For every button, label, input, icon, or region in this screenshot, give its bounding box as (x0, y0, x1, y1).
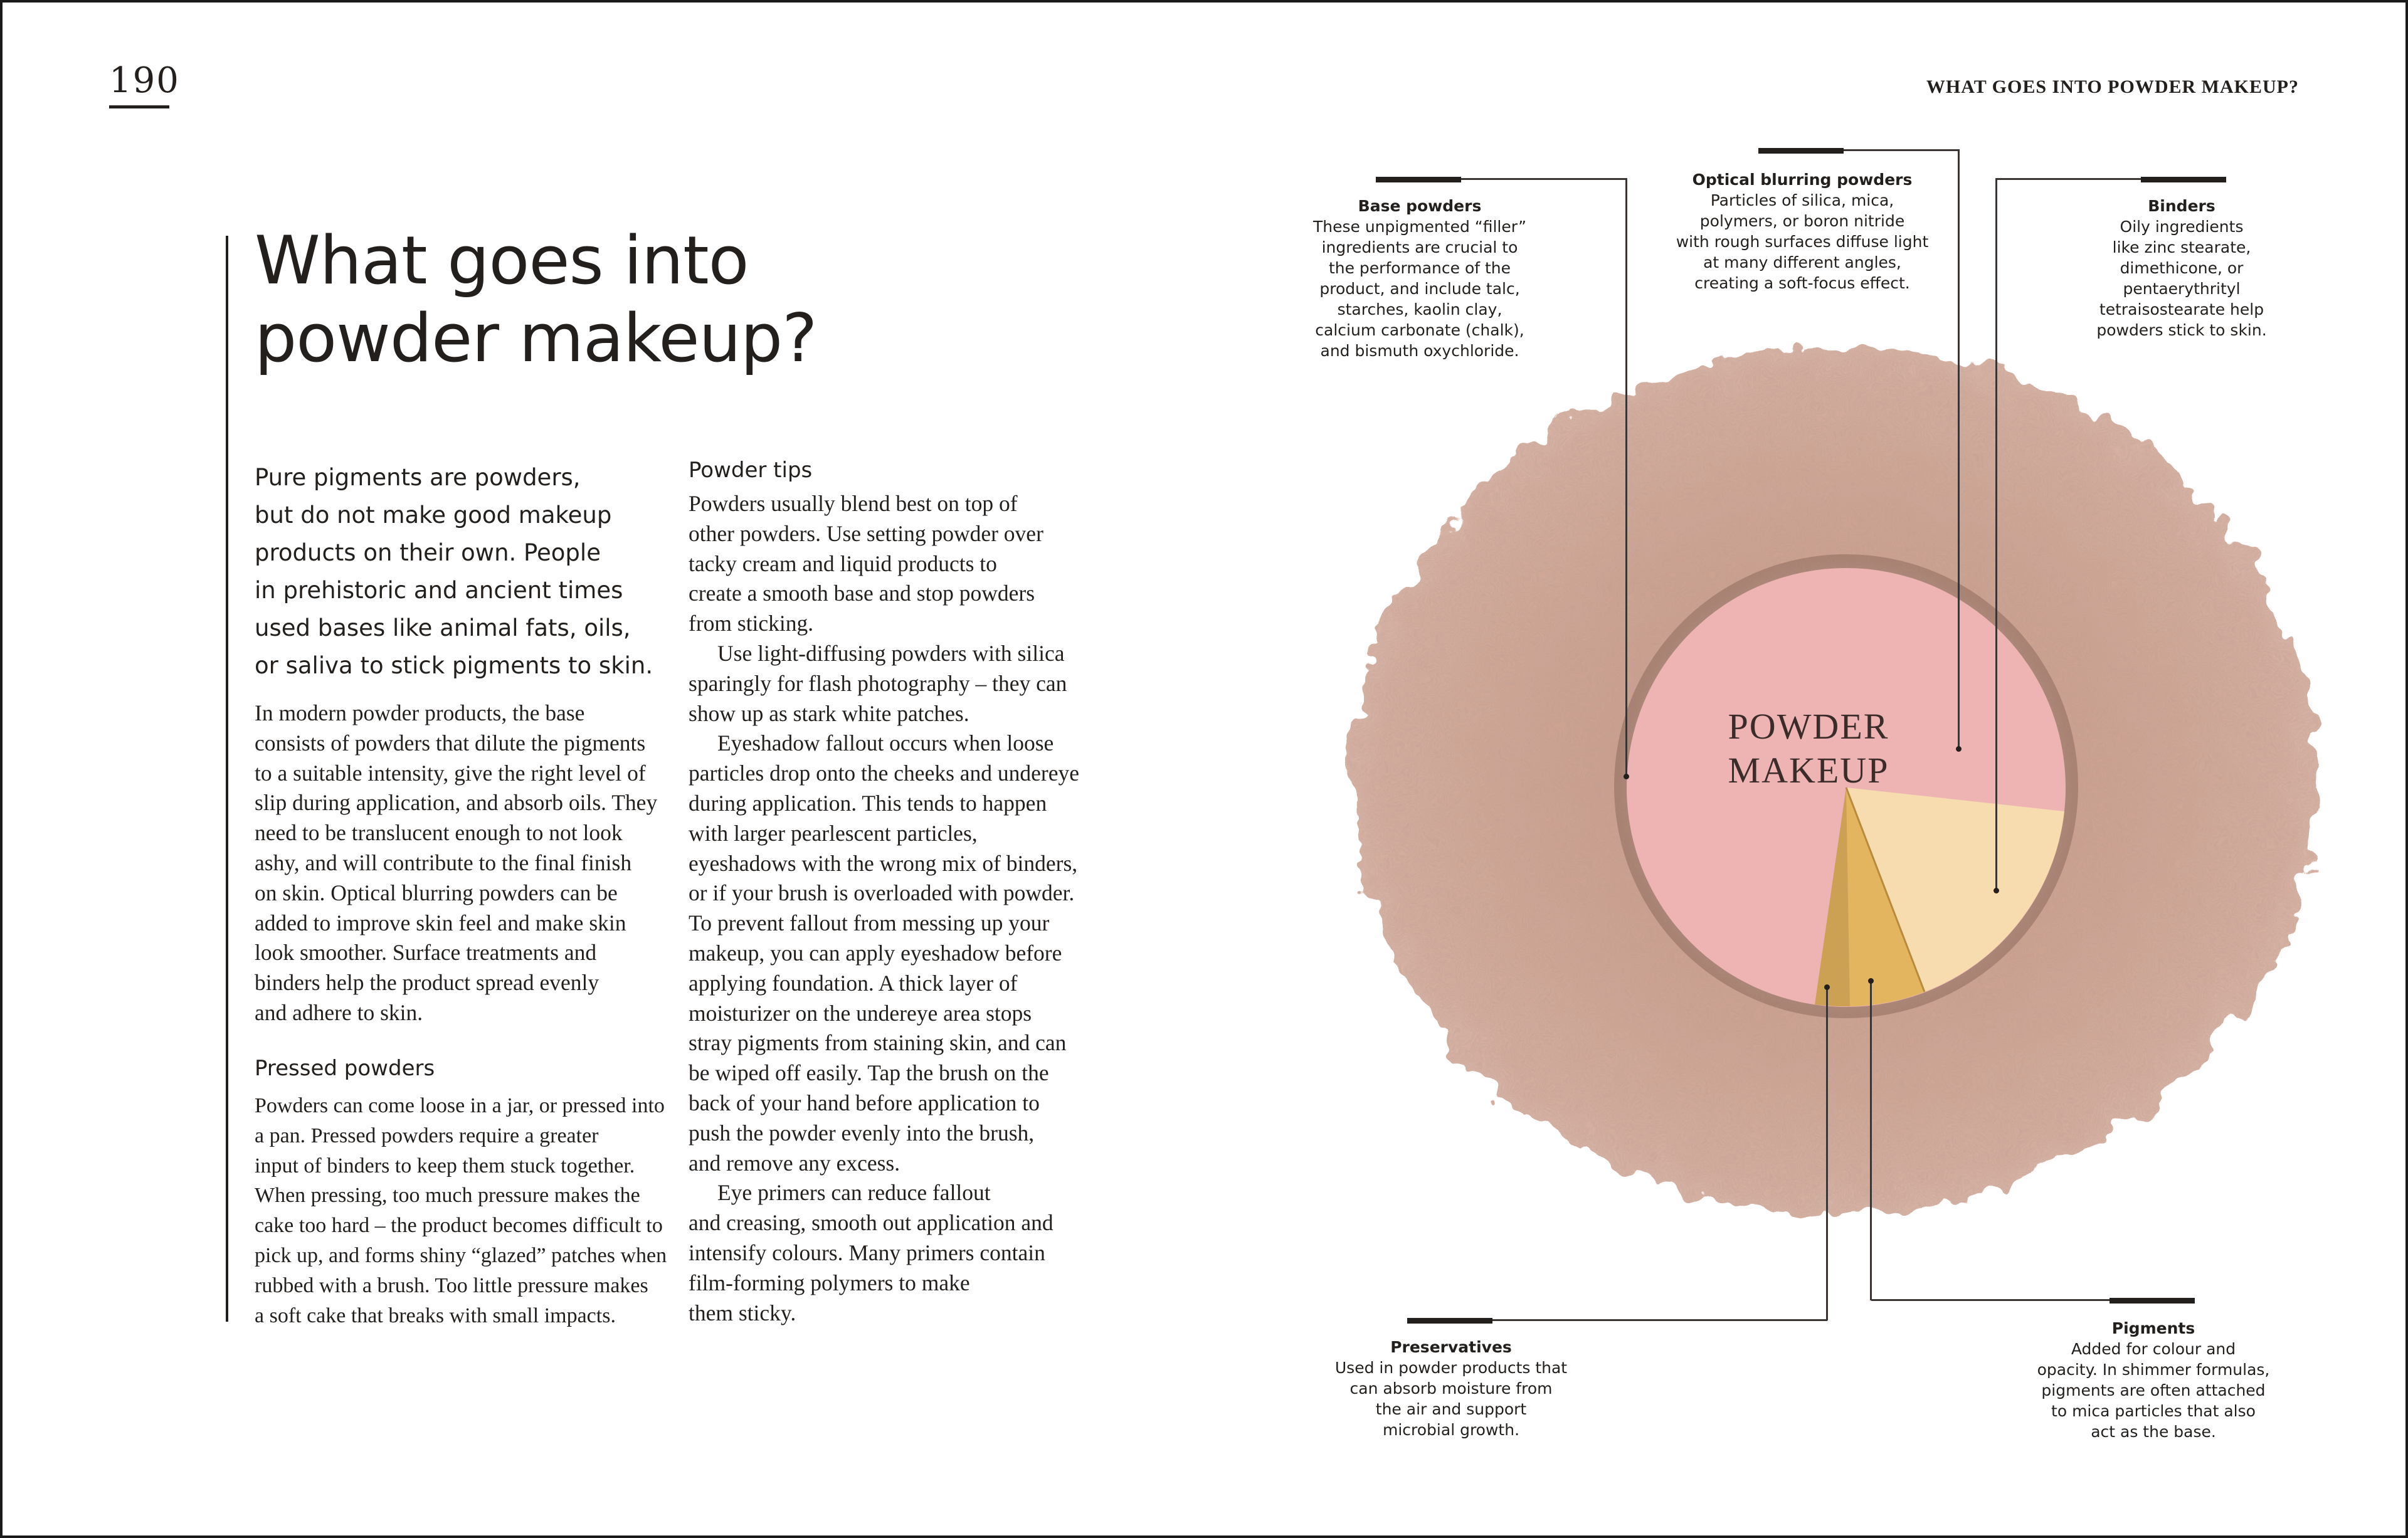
callout-line: pigments are often attached (2041, 1381, 2266, 1399)
callout-line: polymers, or boron nitride (1699, 212, 1905, 230)
body-line: on skin. Optical blurring powders can be (255, 880, 618, 905)
callout-base-powders (1294, 196, 1545, 361)
callout-line: the performance of the (1328, 259, 1511, 277)
intro-line: but do not make good makeup (255, 502, 612, 529)
body-line: look smoother. Surface treatments and (255, 940, 597, 966)
body-line: be wiped off easily. Tap the brush on the (689, 1060, 1049, 1086)
powder-illustration-svg (1332, 278, 2348, 1369)
body-line: ashy, and will contribute to the final finish (255, 850, 632, 875)
body-paragraph-base (255, 698, 681, 1028)
callout-optical-blurring (1658, 169, 1946, 293)
body-line: cake too hard – the product becomes difficult to (255, 1214, 663, 1238)
intro-line: products on their own. People (255, 539, 601, 566)
callout-line: Oily ingredients (2120, 218, 2244, 236)
body-line: film-forming polymers to make (689, 1270, 970, 1295)
diagram-center-label (1671, 705, 1946, 793)
callout-line: the air and support (1375, 1400, 1527, 1418)
body-line: moisturizer on the undereye area stops (689, 1000, 1032, 1026)
callout-line: and bismuth oxychloride. (1320, 342, 1519, 360)
body-line: Powders can come loose in a jar, or pressed into (255, 1094, 665, 1117)
body-line: a pan. Pressed powders require a greater (255, 1124, 599, 1147)
powder-illustration (1332, 278, 2348, 1369)
body-line: and remove any excess. (689, 1150, 900, 1176)
body-line: Eye primers can reduce fallout (717, 1180, 991, 1206)
leader-base-v (1625, 178, 1627, 776)
callout-line: at many different angles, (1703, 253, 1901, 271)
leader-binders-v (1995, 178, 1997, 890)
body-line: makeup, you can apply eyeshadow before (689, 940, 1062, 966)
body-line: sparingly for flash photography – they can (689, 670, 1067, 696)
callout-title: Binders (2148, 197, 2215, 215)
callout-line: Added for colour and (2071, 1340, 2236, 1358)
title-line-1: What goes into (255, 222, 749, 299)
body-line: show up as stark white patches. (689, 700, 969, 726)
callout-line: These unpigmented “filler” (1312, 218, 1527, 236)
callout-line: pentaerythrityl (2123, 280, 2241, 298)
intro-line: used bases like animal fats, oils, (255, 614, 631, 641)
leader-binders-h (1997, 178, 2141, 180)
body-line: tacky cream and liquid products to (689, 550, 997, 576)
body-line: push the powder evenly into the brush, (689, 1120, 1035, 1146)
body-line: them sticky. (689, 1300, 796, 1325)
body-line: In modern powder products, the base (255, 700, 585, 725)
body-line: Use light-diffusing powders with silica (717, 640, 1065, 666)
body-line: Powders usually blend best on top of (689, 491, 1018, 516)
body-line: binders help the product spread evenly (255, 970, 599, 996)
callout-line: microbial growth. (1382, 1421, 1520, 1439)
body-line: a soft cake that breaks with small impacts. (255, 1304, 616, 1327)
callout-line: act as the base. (2091, 1423, 2216, 1441)
center-label-line-2: MAKEUP (1728, 750, 1889, 791)
body-line: need to be translucent enough to not look (255, 820, 623, 846)
body-line: create a smooth base and stop powders (689, 581, 1035, 606)
body-line: from sticking. (689, 611, 814, 636)
intro-line: in prehistoric and ancient times (255, 577, 623, 604)
leader-preservatives-h (1492, 1319, 1827, 1321)
body-line: rubbed with a brush. Too little pressure makes (255, 1273, 648, 1297)
running-head: WHAT GOES INTO POWDER MAKEUP? (1926, 76, 2299, 97)
body-line: consists of powders that dilute the pigments (255, 730, 646, 756)
callout-line: calcium carbonate (chalk), (1315, 321, 1524, 339)
callout-title: Pigments (2111, 1319, 2195, 1337)
body-line: input of binders to keep them stuck together. (255, 1154, 635, 1177)
leader-dot-binders (1993, 888, 1999, 893)
body-line: eyeshadows with the wrong mix of binders, (689, 850, 1078, 876)
body-line: When pressing, too much pressure makes the (255, 1184, 640, 1208)
intro-line: Pure pigments are powders, (255, 464, 581, 491)
callout-title: Preservatives (1390, 1338, 1512, 1356)
callout-line: Particles of silica, mica, (1710, 191, 1894, 209)
callout-line: like zinc stearate, (2112, 238, 2251, 256)
callout-line: can absorb moisture from (1349, 1379, 1553, 1398)
leader-dot-optical (1956, 746, 1962, 752)
callout-line: powders stick to skin. (2096, 321, 2267, 339)
subheading-pressed-powders: Pressed powders (255, 1056, 435, 1081)
callout-title: Optical blurring powders (1692, 171, 1913, 189)
callout-line: creating a soft-focus effect. (1694, 274, 1910, 292)
callout-bar-optical (1758, 148, 1844, 154)
leader-pigments-h (1871, 1299, 2110, 1301)
center-label-line-1: POWDER (1728, 706, 1889, 747)
body-line: other powders. Use setting powder over (689, 520, 1043, 546)
body-line: and adhere to skin. (255, 999, 423, 1025)
title-line-2: powder makeup? (255, 300, 817, 377)
callout-bar-pigments (2110, 1298, 2195, 1304)
callout-line: Used in powder products that (1334, 1359, 1568, 1377)
body-line: particles drop onto the cheeks and undereye (689, 761, 1079, 786)
callout-line: with rough surfaces diffuse light (1676, 233, 1929, 251)
leader-dot-base (1624, 774, 1629, 779)
leader-base-h (1461, 178, 1627, 180)
intro-paragraph (255, 459, 656, 685)
leader-preservatives-v (1826, 986, 1828, 1320)
page-number: 190 (109, 60, 180, 101)
callout-line: opacity. In shimmer formulas, (2037, 1361, 2270, 1379)
callout-line: starches, kaolin clay, (1337, 300, 1502, 319)
leader-optical-h (1844, 149, 1959, 151)
page-title (255, 222, 882, 377)
body-line: added to improve skin feel and make skin (255, 910, 626, 935)
body-line: and creasing, smooth out application and (689, 1210, 1054, 1236)
title-vertical-rule (226, 236, 228, 1322)
body-line: slip during application, and absorb oils. They (255, 790, 658, 816)
body-line: Eyeshadow fallout occurs when loose (717, 730, 1054, 756)
body-paragraph-pressed (255, 1091, 681, 1330)
callout-preservatives (1313, 1337, 1589, 1440)
body-line: back of your hand before application to (689, 1090, 1040, 1115)
body-line: stray pigments from staining skin, and can (689, 1030, 1067, 1056)
subheading-powder-tips: Powder tips (689, 458, 813, 483)
leader-pigments-v (1870, 981, 1872, 1300)
body-line: during application. This tends to happen (689, 790, 1047, 816)
leader-dot-preservatives (1824, 984, 1830, 990)
callout-bar-preservatives (1407, 1318, 1492, 1324)
body-line: intensify colours. Many primers contain (689, 1240, 1045, 1265)
leader-optical-v (1958, 149, 1960, 749)
body-paragraph-tips (689, 489, 1115, 1328)
body-line: applying foundation. A thick layer of (689, 970, 1018, 996)
body-line: to a suitable intensity, give the right level of (255, 760, 646, 786)
callout-line: ingredients are crucial to (1321, 238, 1518, 256)
callout-title: Base powders (1358, 197, 1482, 215)
callout-bar-base (1376, 177, 1461, 182)
body-line: with larger pearlescent particles, (689, 820, 978, 846)
callout-binders (2066, 196, 2298, 340)
body-line: pick up, and forms shiny “glazed” patches when (255, 1243, 667, 1267)
body-line: or if your brush is overloaded with powder. (689, 880, 1075, 906)
callout-bar-binders (2141, 177, 2226, 182)
page-number-underline (109, 105, 169, 108)
body-line: To prevent fallout from messing up your (689, 910, 1050, 936)
callout-line: tetraisostearate help (2099, 300, 2264, 319)
callout-line: dimethicone, or (2120, 259, 2244, 277)
leader-dot-pigments (1868, 978, 1874, 984)
callout-line: to mica particles that also (2051, 1402, 2256, 1420)
callout-line: product, and include talc, (1319, 280, 1520, 298)
callout-pigments (2009, 1318, 2298, 1442)
intro-line: or saliva to stick pigments to skin. (255, 652, 653, 679)
